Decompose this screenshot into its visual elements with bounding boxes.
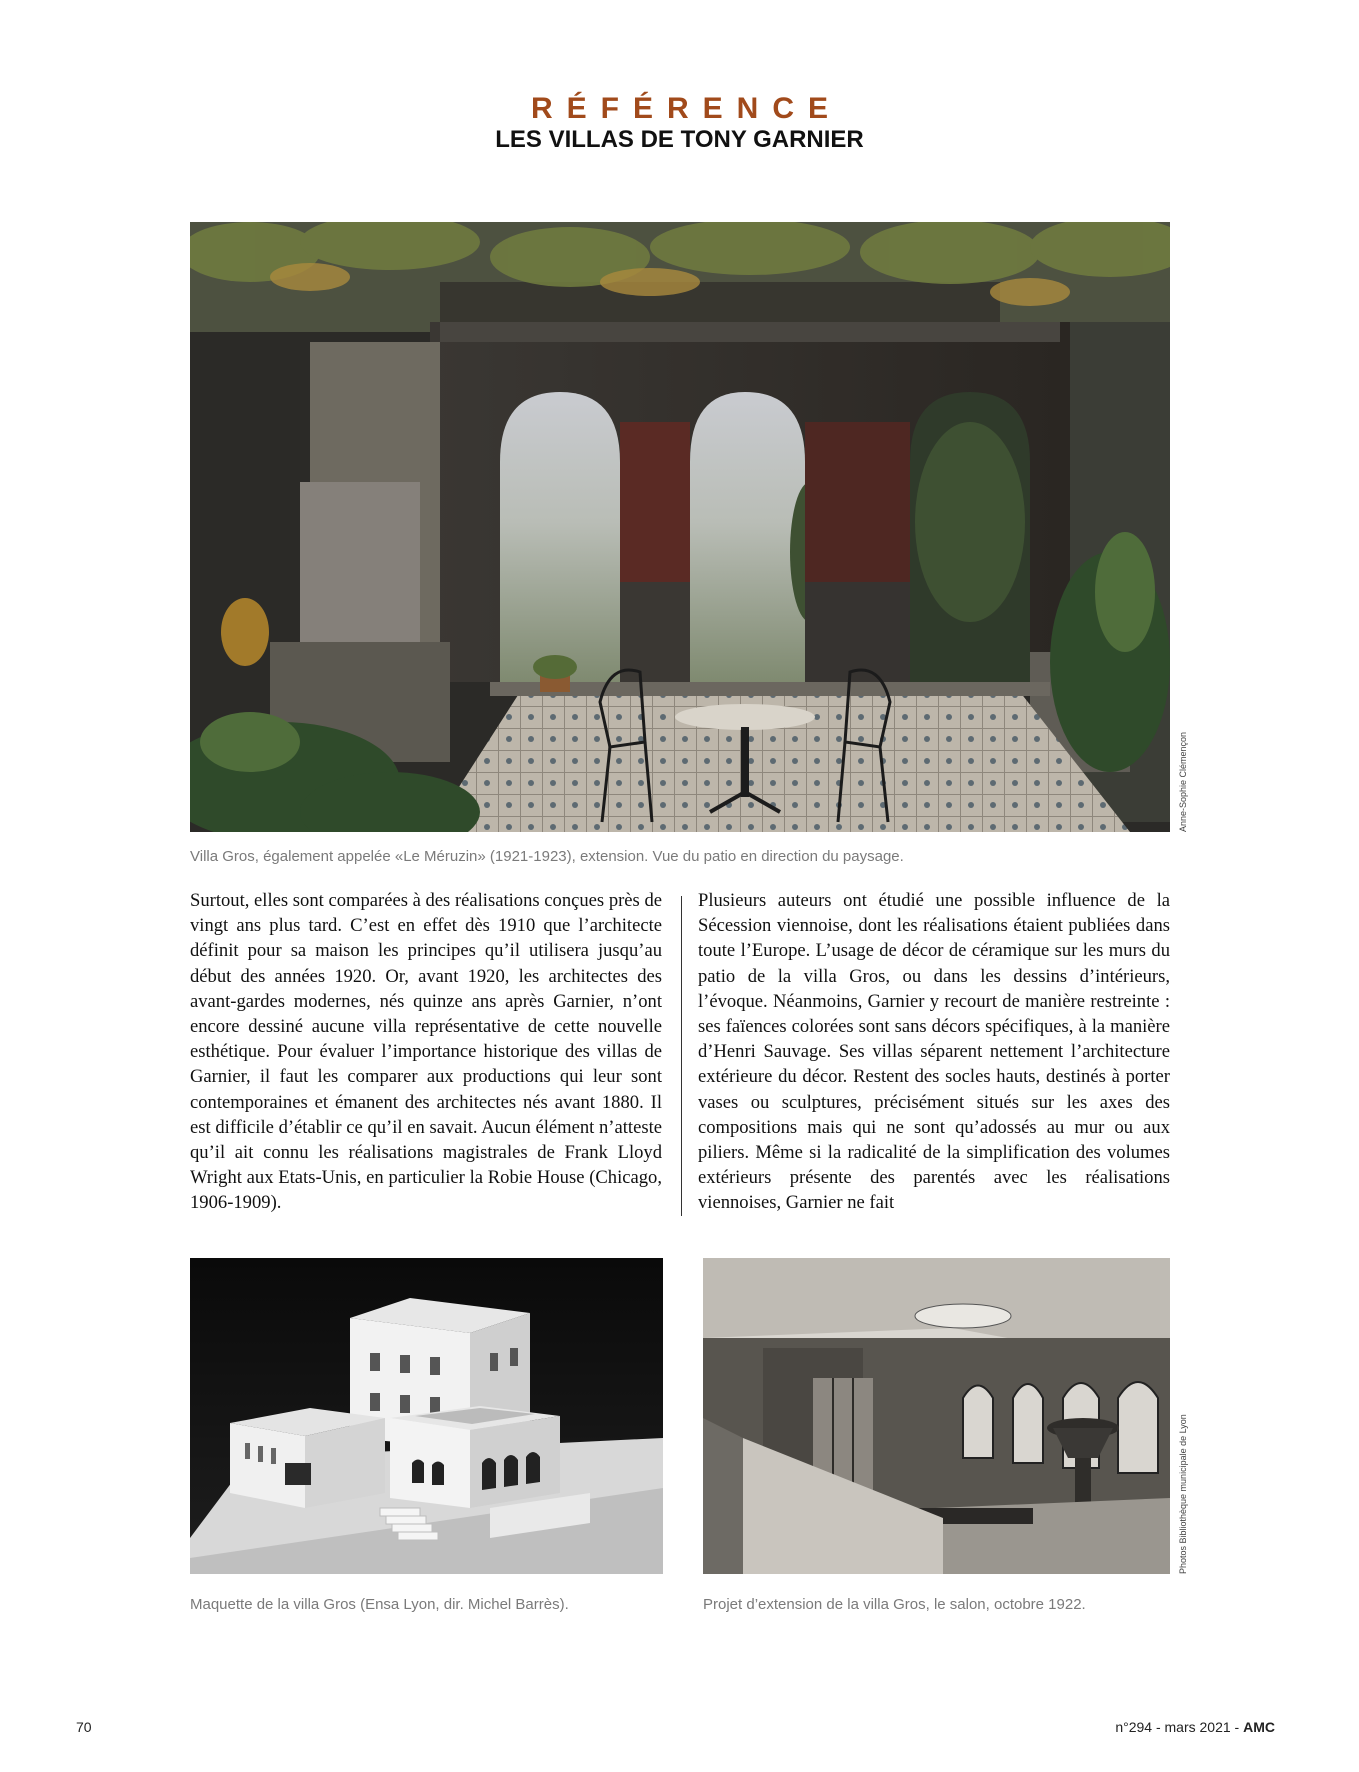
main-photo-caption: Villa Gros, également appelée «Le Méruzin» (1921-1923), extension. Vue du patio en direction du paysage. <box>190 848 904 865</box>
page-number: 70 <box>76 1719 92 1735</box>
salon-illustration <box>703 1258 1170 1574</box>
salon-photo <box>703 1258 1170 1574</box>
issue-info <box>1115 1719 1275 1735</box>
main-photo-credit: Anne-Sophie Clémençon <box>1178 731 1188 832</box>
issue-date: n°294 - mars 2021 - <box>1115 1719 1244 1735</box>
page-title: LES VILLAS DE TONY GARNIER <box>495 126 864 153</box>
column-divider <box>681 896 682 1216</box>
body-column-right <box>698 888 1170 1216</box>
salon-photo-credit: Photos Bibliothèque municipale de Lyon <box>1178 1414 1188 1574</box>
patio-illustration <box>190 222 1170 832</box>
model-photo-caption: Maquette de la villa Gros (Ensa Lyon, dir. Michel Barrès). <box>190 1596 569 1613</box>
salon-photo-caption: Projet d’extension de la villa Gros, le salon, octobre 1922. <box>703 1596 1086 1613</box>
main-photo <box>190 222 1170 832</box>
body-paragraph-right: Plusieurs auteurs ont étudié une possible influence de la Sécession viennoise, dont les réalisations étaient publiées dans toute l’Europe. L’usage de décor de céramique sur les murs du patio de la villa Gros, ou dans les dessins d’intérieurs, l’évoque. Néanmoins, Garnier y recourt de manière restreinte : ses faïences colorées sont sans décors spécifiques, à la manière d’Henri Sauvage. Ses villas séparent nettement l’architecture extérieure du décor. Restent des socles hauts, destinés à porter vases ou sculptures, précisément situés sur les axes des compositions mais qui ne sont qu’adossés au mur ou aux piliers. Même si la radicalité de la simplification des volumes extérieurs présente des parentés avec les réalisations viennoises, Garnier ne fait <box>698 890 1170 1214</box>
section-kicker: RÉFÉRENCE <box>530 92 843 125</box>
model-illustration <box>190 1258 663 1574</box>
body-column-left <box>190 888 662 1216</box>
model-photo <box>190 1258 663 1574</box>
body-paragraph-left: Surtout, elles sont comparées à des réalisations conçues près de vingt ans plus tard. C’est en effet dès 1910 que l’architecte définit pour sa maison les principes qu’il utilisera jusqu’au début des années 1920. Or, avant 1920, les architectes des avant-gardes modernes, nés quinze ans après Garnier, n’ont encore dessiné aucune villa représentative de cette nouvelle esthétique. Pour évaluer l’importance historique des villas de Garnier, il faut les comparer aux productions qui leur sont contemporaines et émanent des architectes nés avant 1880. Il est difficile d’établir ce qu’il en savait. Aucun élément n’atteste qu’il ait connu les réalisations magistrales de Frank Lloyd Wright aux Etats-Unis, en particulier la Robie House (Chicago, 1906-1909). <box>190 890 662 1214</box>
magazine-name: AMC <box>1243 1719 1275 1735</box>
